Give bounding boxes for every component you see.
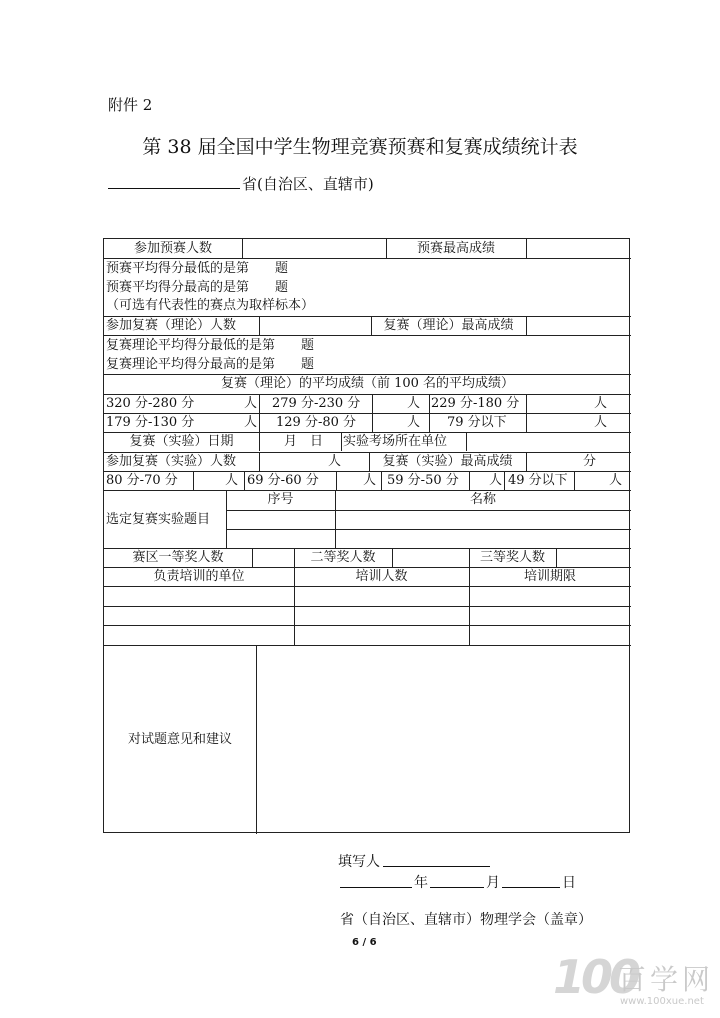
col-divider — [392, 548, 393, 567]
day-label: 日 — [562, 875, 576, 891]
page-number: 6 / 6 — [352, 937, 377, 948]
unit-label: 分 — [583, 454, 597, 469]
year-blank — [340, 887, 412, 888]
filler-label: 填写人 — [338, 854, 380, 870]
col-divider — [256, 645, 257, 834]
month-blank — [430, 887, 484, 888]
unit-label: 人 — [594, 396, 608, 411]
statistics-form — [103, 238, 630, 833]
col-divider — [469, 471, 470, 490]
unit-label: 人 — [363, 473, 377, 488]
theory-average-label: 复赛（理论）的平均成绩（前 100 名的平均成绩） — [220, 376, 515, 391]
exp-range-label: 49 分以下 — [508, 473, 568, 488]
province-blank-line — [108, 188, 240, 189]
col-divider — [526, 452, 527, 471]
unit-label: 人 — [407, 415, 421, 430]
range-label: 279 分-230 分 — [272, 396, 361, 411]
watermark-name: 百学网 — [618, 963, 715, 996]
exp-range-label: 69 分-60 分 — [247, 473, 319, 488]
month-label: 月 — [486, 875, 500, 891]
row-divider — [104, 606, 631, 607]
exp-venue-label: 实验考场所在单位 — [343, 434, 448, 449]
feedback-label: 对试题意见和建议 — [127, 732, 232, 747]
range-label: 229 分-180 分 — [431, 396, 520, 411]
col-divider — [259, 394, 260, 432]
day-blank — [502, 887, 560, 888]
col-divider — [574, 471, 575, 490]
name-header: 名称 — [469, 492, 496, 507]
col-divider — [336, 471, 337, 490]
training-count-header: 培训人数 — [355, 569, 408, 584]
theory-lowest-question: 复赛理论平均得分最低的是第 题 — [106, 338, 315, 353]
row-divider — [104, 645, 631, 646]
unit-label: 人 — [609, 473, 623, 488]
prelim-lowest-question: 预赛平均得分最低的是第 题 — [106, 261, 289, 276]
range-label: 320 分-280 分 — [106, 396, 195, 411]
col-divider — [556, 548, 557, 567]
unit-label: 人 — [489, 473, 503, 488]
col-divider — [252, 548, 253, 567]
unit-label: 人 — [244, 415, 258, 430]
third-prize-label: 三等奖人数 — [479, 550, 545, 565]
col-divider — [466, 432, 467, 451]
row-divider — [104, 625, 631, 626]
row-divider — [104, 335, 631, 336]
first-prize-label: 赛区一等奖人数 — [132, 550, 224, 565]
col-divider — [259, 316, 260, 335]
col-divider — [372, 394, 373, 432]
col-divider — [429, 394, 430, 432]
year-label: 年 — [414, 875, 428, 891]
attachment-label: 附件 2 — [108, 96, 153, 114]
watermark-logo: 100 — [553, 950, 638, 1004]
col-divider — [526, 316, 527, 335]
col-divider — [244, 471, 245, 490]
row-divider — [226, 510, 631, 511]
col-divider — [193, 471, 194, 490]
col-divider — [504, 471, 505, 490]
row-divider — [226, 529, 631, 530]
province-label: 省(自治区、直辖市) — [242, 175, 374, 193]
prelim-highest-question: 预赛平均得分最高的是第 题 — [106, 280, 289, 295]
col-divider — [526, 394, 527, 432]
prelim-max-label: 预赛最高成绩 — [416, 241, 495, 256]
col-divider — [259, 432, 260, 451]
exp-date-label: 复赛（实验）日期 — [129, 434, 234, 449]
second-prize-label: 二等奖人数 — [310, 550, 376, 565]
training-unit-header: 负责培训的单位 — [153, 569, 245, 584]
unit-label: 人 — [225, 473, 239, 488]
unit-label: 人 — [328, 454, 342, 469]
exp-max-label: 复赛（实验）最高成绩 — [382, 454, 513, 469]
serial-header: 序号 — [267, 492, 294, 507]
watermark-url: www.100xue.net — [620, 996, 704, 1007]
col-divider — [259, 452, 260, 471]
unit-label: 人 — [594, 415, 608, 430]
prelim-sample-note: （可选有代表性的赛点为取样标本） — [106, 298, 315, 313]
unit-label: 人 — [407, 396, 421, 411]
range-label: 129 分-80 分 — [276, 415, 357, 430]
theory-highest-question: 复赛理论平均得分最高的是第 题 — [106, 357, 315, 372]
filler-blank — [383, 866, 490, 867]
col-divider — [526, 239, 527, 258]
month-day-label: 月 日 — [284, 434, 324, 449]
col-divider — [381, 471, 382, 490]
exp-range-label: 80 分-70 分 — [106, 473, 178, 488]
row-divider — [104, 258, 631, 259]
row-divider — [104, 586, 631, 587]
col-divider — [242, 239, 243, 258]
theory-max-label: 复赛（理论）最高成绩 — [383, 318, 514, 333]
exp-count-label: 参加复赛（实验）人数 — [106, 454, 237, 469]
col-divider — [341, 432, 342, 451]
selected-exp-label: 选定复赛实验题目 — [106, 512, 211, 527]
page-title: 第 38 届全国中学生物理竞赛预赛和复赛成绩统计表 — [142, 136, 578, 158]
unit-label: 人 — [244, 396, 258, 411]
range-label: 79 分以下 — [447, 415, 507, 430]
training-period-header: 培训期限 — [523, 569, 576, 584]
exp-range-label: 59 分-50 分 — [387, 473, 459, 488]
range-label: 179 分-130 分 — [106, 415, 195, 430]
society-seal-label: 省（自治区、直辖市）物理学会（盖章） — [340, 912, 592, 928]
prelim-count-label: 参加预赛人数 — [133, 241, 212, 256]
theory-count-label: 参加复赛（理论）人数 — [106, 318, 237, 333]
